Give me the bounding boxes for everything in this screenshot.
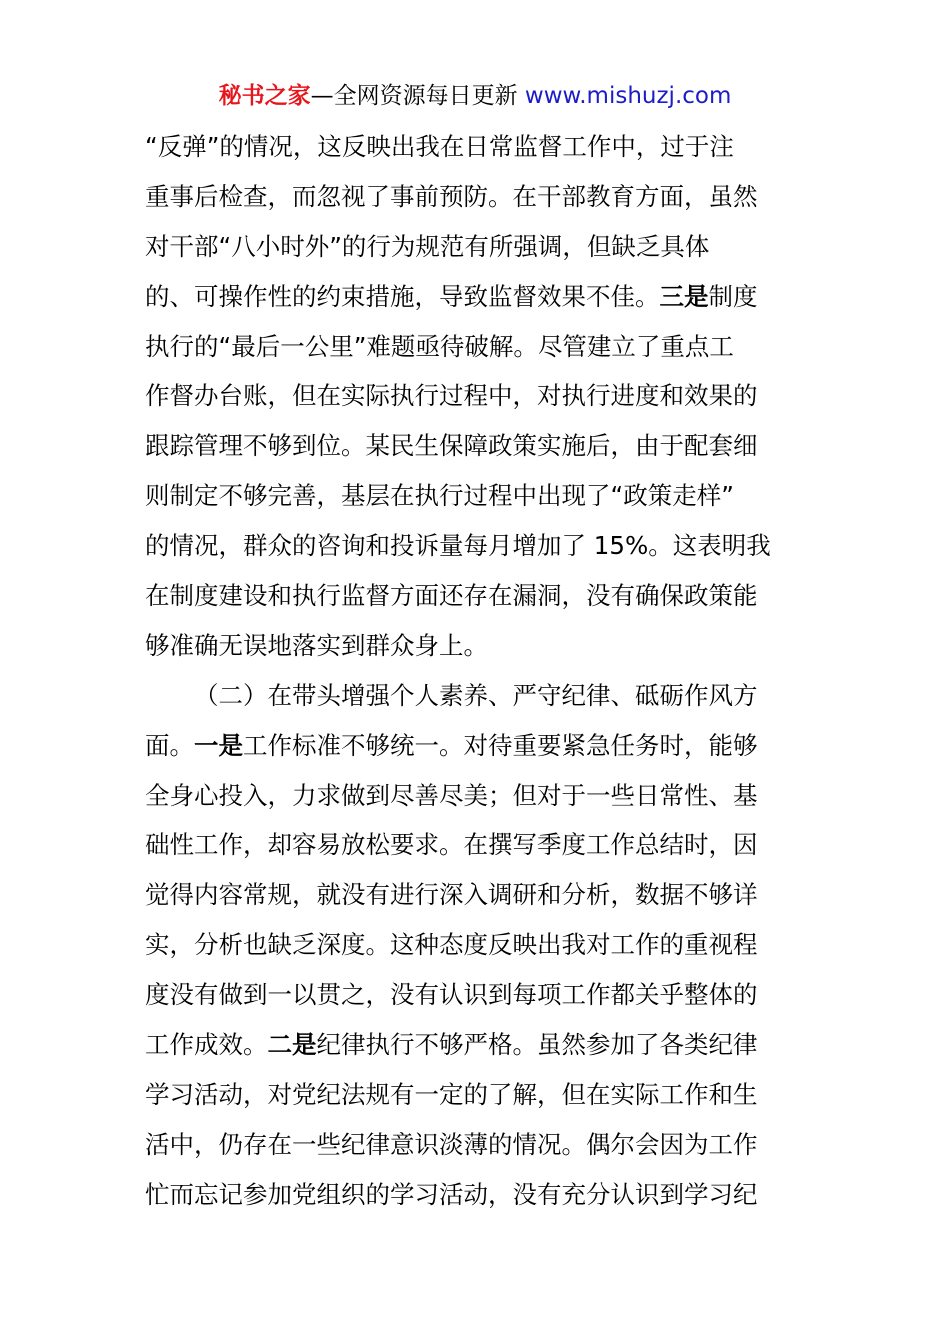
text-line — [145, 820, 810, 870]
text-line — [145, 521, 810, 571]
text-segment: 面。 — [145, 730, 194, 760]
text-line — [145, 771, 810, 821]
site-header — [0, 80, 950, 112]
text-line — [145, 721, 810, 771]
text-segment: 础性工作，却容易放松要求。在撰写季度工作总结时，因 — [145, 830, 758, 860]
text-segment: 学习活动，对党纪法规有一定的了解，但在实际工作和生 — [145, 1079, 758, 1109]
text-line — [145, 870, 810, 920]
emphasis-label: 三是 — [659, 281, 709, 311]
text-line — [145, 371, 810, 421]
text-line — [145, 272, 810, 322]
paragraph-heading-line — [145, 671, 810, 721]
text-line — [145, 421, 810, 471]
text-segment: 活中，仍存在一些纪律意识淡薄的情况。偶尔会因为工作 — [145, 1129, 758, 1159]
text-line — [145, 571, 810, 621]
text-segment: 度没有做到一以贯之，没有认识到每项工作都关乎整体的 — [145, 980, 758, 1010]
text-line — [145, 920, 810, 970]
site-brand: 秘书之家 — [218, 83, 311, 109]
text-segment: 全身心投入，力求做到尽善尽美；但对于一些日常性、基 — [145, 780, 758, 810]
site-url-link[interactable]: www.mishuzj.com — [524, 83, 732, 109]
text-segment: 工作标准不够统一。对待重要紧急任务时，能够 — [243, 730, 758, 760]
text-line — [145, 471, 810, 521]
text-segment: 的情况，群众的咨询和投诉量每月增加了 15%。这表明我 — [145, 531, 771, 561]
text-line — [145, 1170, 810, 1220]
text-line — [145, 222, 810, 272]
text-segment: 重事后检查，而忽视了事前预防。在干部教育方面，虽然 — [145, 181, 758, 211]
emphasis-label: 二是 — [267, 1030, 317, 1060]
text-line — [145, 172, 810, 222]
text-segment: 觉得内容常规，就没有进行深入调研和分析，数据不够详 — [145, 880, 758, 910]
text-segment: 够准确无误地落实到群众身上。 — [145, 630, 488, 660]
text-line — [145, 1070, 810, 1120]
text-segment: 则制定不够完善，基层在执行过程中出现了“政策走样” — [145, 481, 734, 511]
text-segment: 对干部“八小时外”的行为规范有所强调，但缺乏具体 — [145, 231, 710, 261]
site-tagline: —全网资源每日更新 — [310, 83, 525, 109]
text-segment: 执行的“最后一公里”难题亟待破解。尽管建立了重点工 — [145, 331, 734, 361]
emphasis-label: 一是 — [194, 730, 243, 760]
text-segment: 实，分析也缺乏深度。这种态度反映出我对工作的重视程 — [145, 930, 758, 960]
text-line — [145, 970, 810, 1020]
text-line — [145, 322, 810, 372]
text-line — [145, 1120, 810, 1170]
text-segment: （二）在带头增强个人素养、严守纪律、砥砺作风方 — [194, 680, 758, 710]
text-segment: 跟踪管理不够到位。某民生保障政策实施后，由于配套细 — [145, 431, 758, 461]
text-segment: 在制度建设和执行监督方面还存在漏洞，没有确保政策能 — [145, 581, 758, 611]
text-line — [145, 621, 810, 671]
text-line — [145, 122, 810, 172]
text-segment: “反弹”的情况，这反映出我在日常监督工作中，过于注 — [145, 132, 734, 161]
text-segment: 作督办台账，但在实际执行过程中，对执行进度和效果的 — [145, 381, 758, 411]
document-body — [145, 122, 810, 1220]
text-line — [145, 1020, 810, 1070]
text-segment: 忙而忘记参加党组织的学习活动，没有充分认识到学习纪 — [145, 1179, 758, 1209]
text-segment: 纪律执行不够严格。虽然参加了各类纪律 — [316, 1030, 758, 1060]
text-segment: 制度 — [708, 281, 758, 311]
text-segment: 的、可操作性的约束措施，导致监督效果不佳。 — [145, 281, 660, 311]
text-segment: 工作成效。 — [145, 1030, 268, 1060]
